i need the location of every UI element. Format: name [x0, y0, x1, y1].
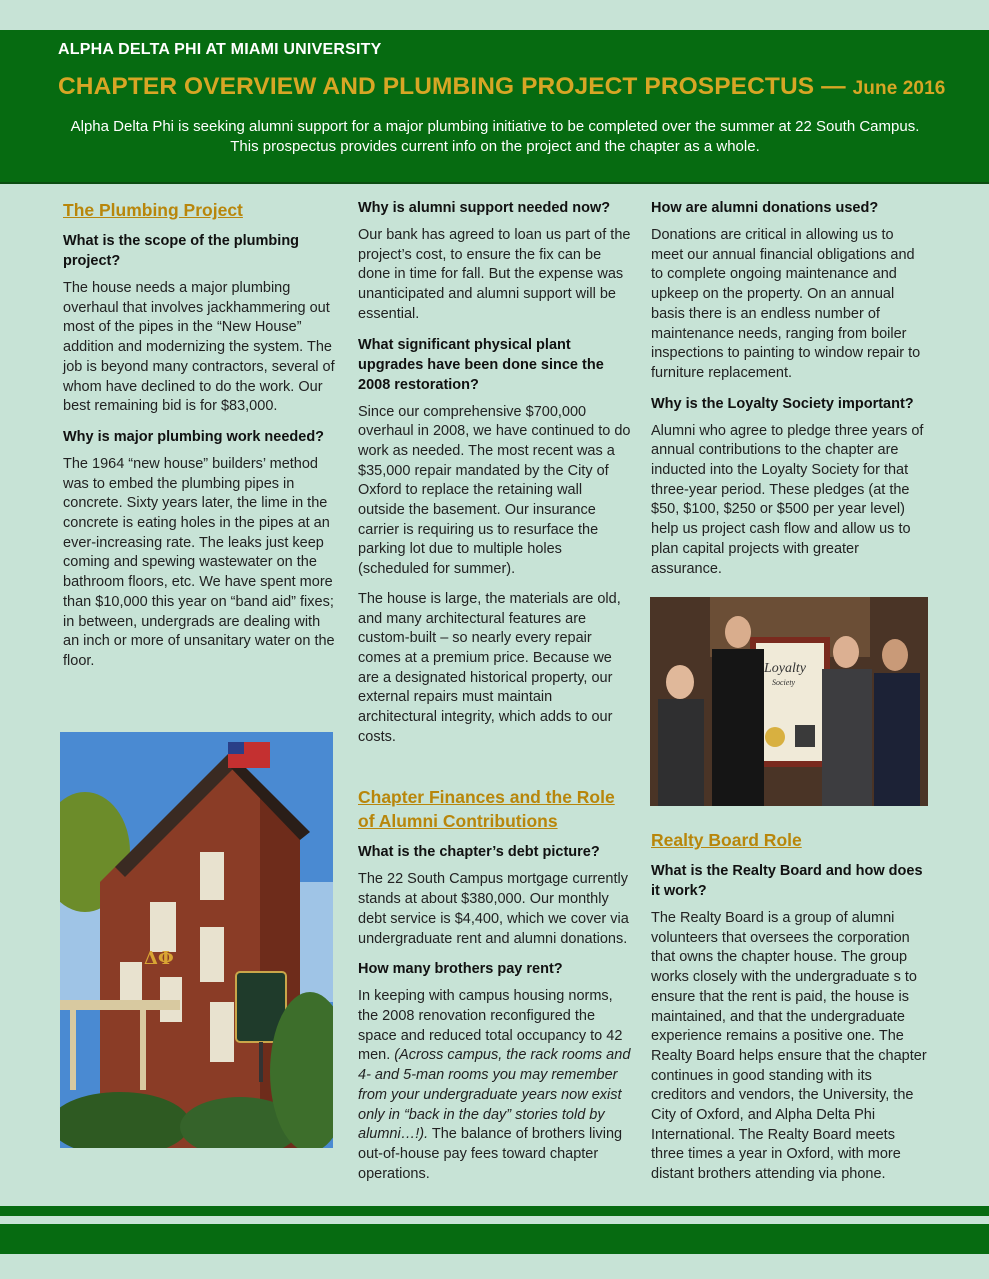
column-left: [63, 198, 335, 682]
question-loyalty: Why is the Loyalty Society important?: [651, 395, 914, 412]
spacer: [358, 757, 632, 785]
answer-rent: [358, 987, 632, 1184]
footer-band-thin: [0, 1206, 989, 1216]
answer-scope: The house needs a major plumbing overhaul that involves jackhammering out most of the pipes in the “New House” addition and modernizing the system. The job is beyond many contractors, several of whom have declined to do the work. Our best remaining bid is for $83,000.: [63, 280, 335, 415]
loyalty-sign-text: Loyalty: [764, 661, 806, 676]
page-title: [58, 73, 945, 101]
org-name: ALPHA DELTA PHI AT MIAMI UNIVERSITY: [58, 41, 382, 58]
house-illustration: [60, 732, 333, 1148]
section-heading-plumbing: The Plumbing Project: [63, 200, 243, 220]
answer-rent-pre: In keeping with campus housing norms, the 2008 renovation reconfigured the space and reduced total occupancy to 42 men.: [358, 988, 623, 1064]
answer-upgrades: Since our comprehensive $700,000 overhaul in 2008, we have continued to do work as needed. The most recent was a $35,000 repair mandated by the City of Oxford to replace the retaining wall outside the basement. Our insurance carrier is requiring us to resurface the parking lot due to multiple holes (scheduled for summer).: [358, 403, 631, 578]
answer-costs: The house is large, the materials are old, and many architectural features are custom-built – so nearly every repair comes at a premium price. Because we are a designated historical property, our external repairs must maintain architectural integrity, which adds to our costs.: [358, 590, 621, 745]
loyalty-illustration: [650, 597, 928, 806]
column-middle: [358, 198, 632, 1194]
loyalty-sign-subtext: Society: [772, 678, 796, 687]
header-banner: [0, 30, 989, 184]
answer-rent-italic: (Across campus, the rack rooms and 4- and 5-man rooms you may remember from your undergraduate years now exist only in “back in the day” stories told by alumni…!).: [358, 1047, 631, 1143]
loyalty-society-photo: [650, 597, 928, 806]
question-upgrades: What significant physical plant upgrades have been done since the 2008 restoration?: [358, 336, 604, 393]
answer-why-now: Our bank has agreed to loan us part of the project’s cost, to ensure the fix can be done in time for fall. But the expense was unanticipated and alumni support will be essential.: [358, 227, 631, 322]
answer-why-plumbing: The 1964 “new house” builders’ method was to embed the plumbing pipes in concrete. Sixty years later, the lime in the concrete is eating holes in the pipes at an ever-increasing rate. The leaks just keep coming and spewing wastewater on the bathroom floors, etc. We have spent more than $10,000 this year on “band aid” fixes; in between, undergrads are dealing with an inch or more of unsanitary water on the floor.: [63, 455, 335, 669]
question-debt: What is the chapter’s debt picture?: [358, 844, 600, 861]
question-realty: What is the Realty Board and how does it work?: [651, 863, 923, 899]
question-why-now: Why is alumni support needed now?: [358, 200, 611, 216]
greek-letters: ΔΦ: [144, 948, 174, 969]
section-heading-finances: Chapter Finances and the Role of Alumni Contributions: [358, 787, 615, 832]
intro-text: Alpha Delta Phi is seeking alumni support for a major plumbing initiative to be completed over the summer at 22 South Campus. This prospectus provides current info on the project and the chapter as a whole.: [70, 118, 920, 155]
answer-donations: Donations are critical in allowing us to meet our annual financial obligations and to complete ongoing maintenance and upkeep on the property. On an annual basis there is an endless number of maintenance needs, ranging from boiler inspections to painting to window repair to furniture replacement.: [651, 227, 921, 381]
title-separator: —: [814, 73, 853, 100]
question-why-plumbing: Why is major plumbing work needed?: [63, 428, 325, 445]
footer-band-thick: [0, 1224, 989, 1254]
title-date: June 2016: [852, 78, 946, 99]
section-heading-realty: Realty Board Role: [651, 830, 802, 850]
house-photo: [60, 732, 333, 1148]
question-donations: How are alumni donations used?: [651, 200, 879, 216]
answer-rent-post: The balance of brothers living out-of-house pay fees toward chapter operations.: [358, 1126, 623, 1182]
column-right: [651, 198, 927, 589]
answer-loyalty: Alumni who agree to pledge three years of annual contributions to the chapter are inducted into the Loyalty Society for that three-year period. These pledges (at the $50, $100, $250 or $500 per year level) help us project cash flow and allow us to plan capital projects with greater assurance.: [651, 422, 924, 577]
title-text: CHAPTER OVERVIEW AND PLUMBING PROJECT PROSPECTUS: [58, 73, 815, 100]
answer-debt: The 22 South Campus mortgage currently stands at about $380,000. Our monthly debt service is $4,400, which we cover via undergraduate rent and alumni donations.: [358, 871, 629, 947]
answer-realty: The Realty Board is a group of alumni volunteers that oversees the corporation that owns the chapter house. The group works closely with the undergraduate s to ensure that the rent is paid, the house is maintained, and that the undergraduate experience remains a positive one. The Realty Board helps ensure that the chapter continues in good standing with its creditors and vendors, the University, the City of Oxford, and Alpha Delta Phi International. The Realty Board meets three times a year in Oxford, with more distant brothers attending via phone.: [651, 910, 927, 1183]
column-right-lower: [651, 828, 927, 1195]
question-scope: What is the scope of the plumbing project?: [63, 233, 300, 269]
question-rent: How many brothers pay rent?: [358, 961, 563, 978]
